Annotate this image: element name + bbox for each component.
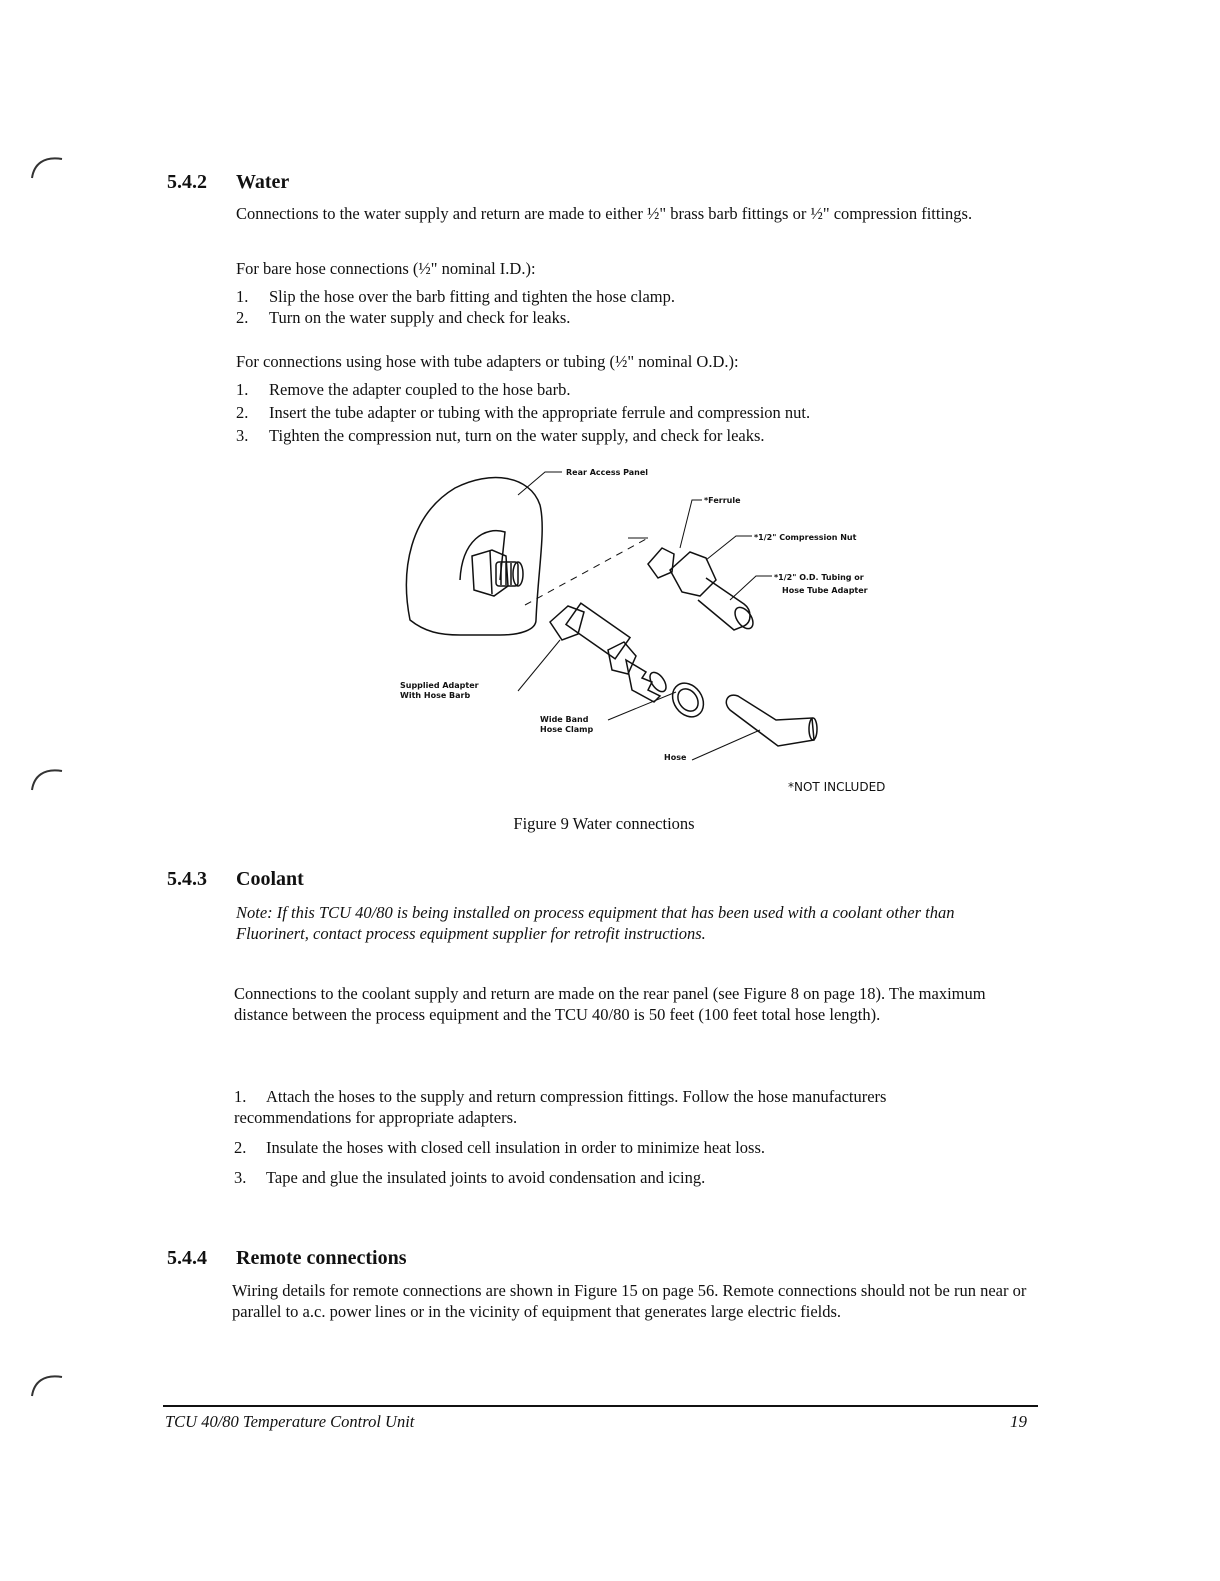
section-number: 5.4.4 [167,1247,207,1269]
hose-clamp [666,677,710,723]
footer-title: TCU 40/80 Temperature Control Unit [165,1412,415,1431]
section-title-water: Water [236,171,290,193]
section-title-remote: Remote connections [236,1247,407,1269]
page-number: 19 [1010,1412,1027,1431]
list-item: 2. Insulate the hoses with closed cell insulation in order to minimize heat loss. [234,1138,766,1157]
supplied-adapter [550,603,669,702]
label-hose-barb: With Hose Barb [400,691,471,700]
list-item: 3. Tighten the compression nut, turn on the water supply, and check for leaks. [236,426,765,445]
label-not-included: *NOT INCLUDED [788,780,886,794]
binder-hole-icon [28,150,68,180]
label-rear-access-panel: Rear Access Panel [566,468,649,477]
section-number: 5.4.2 [167,171,207,193]
rear-access-panel [406,478,542,635]
figure-caption: Figure 9 Water connections [513,814,695,833]
water-intro: Connections to the water supply and return are made to either ½" brass barb fittings or ½" compression fittings. [236,204,973,223]
coolant-note: Note: If this TCU 40/80 is being installed on process equipment that has been used with a coolant other than Fluorinert, contact process equipment supplier for retrofit instructions. [236,903,955,943]
list-item: 1. Slip the hose over the barb fitting and tighten the hose clamp. [236,287,675,306]
label-hose: Hose [664,753,687,762]
section-number: 5.4.3 [167,868,207,890]
water-connections-diagram [400,460,920,805]
binder-hole-icon [28,1368,68,1398]
tube-heading: For connections using hose with tube adapters or tubing (½" nominal O.D.): [236,352,739,371]
remote-paragraph: Wiring details for remote connections are shown in Figure 15 on page 56. Remote connections should not be run near or parallel to a.c. power lines or in the vicinity of equipment that generates large electric fields. [232,1281,1027,1321]
label-supplied-adapter: Supplied Adapter [400,681,479,690]
footer-rule [163,1405,1038,1407]
label-tube-adapter: Hose Tube Adapter [782,586,868,595]
section-title-coolant: Coolant [236,868,304,890]
binder-hole-icon [28,762,68,792]
label-compression-nut: *1/2" Compression Nut [754,533,857,542]
list-item: 2. Turn on the water supply and check for leaks. [236,308,571,327]
list-item: 2. Insert the tube adapter or tubing with the appropriate ferrule and compression nut. [236,403,811,422]
label-tubing: *1/2" O.D. Tubing or [774,573,864,582]
label-hose-clamp: Hose Clamp [540,725,594,734]
list-item: 1. Remove the adapter coupled to the hose barb. [236,380,571,399]
coolant-paragraph: Connections to the coolant supply and return are made on the rear panel (see Figure 8 on page 18). The maximum distance between the process equipment and the TCU 40/80 is 50 feet (100 feet total hose length). [234,984,986,1024]
list-item: 1. Attach the hoses to the supply and return compression fittings. Follow the hose manufacturers recommendations for appropriate adapters. [234,1087,887,1127]
panel-fitting [472,550,523,596]
bare-hose-heading: For bare hose connections (½" nominal I.D.): [236,259,536,278]
label-wide-band: Wide Band [540,715,589,724]
list-item: 3. Tape and glue the insulated joints to avoid condensation and icing. [234,1168,706,1187]
label-ferrule: *Ferrule [704,496,741,505]
